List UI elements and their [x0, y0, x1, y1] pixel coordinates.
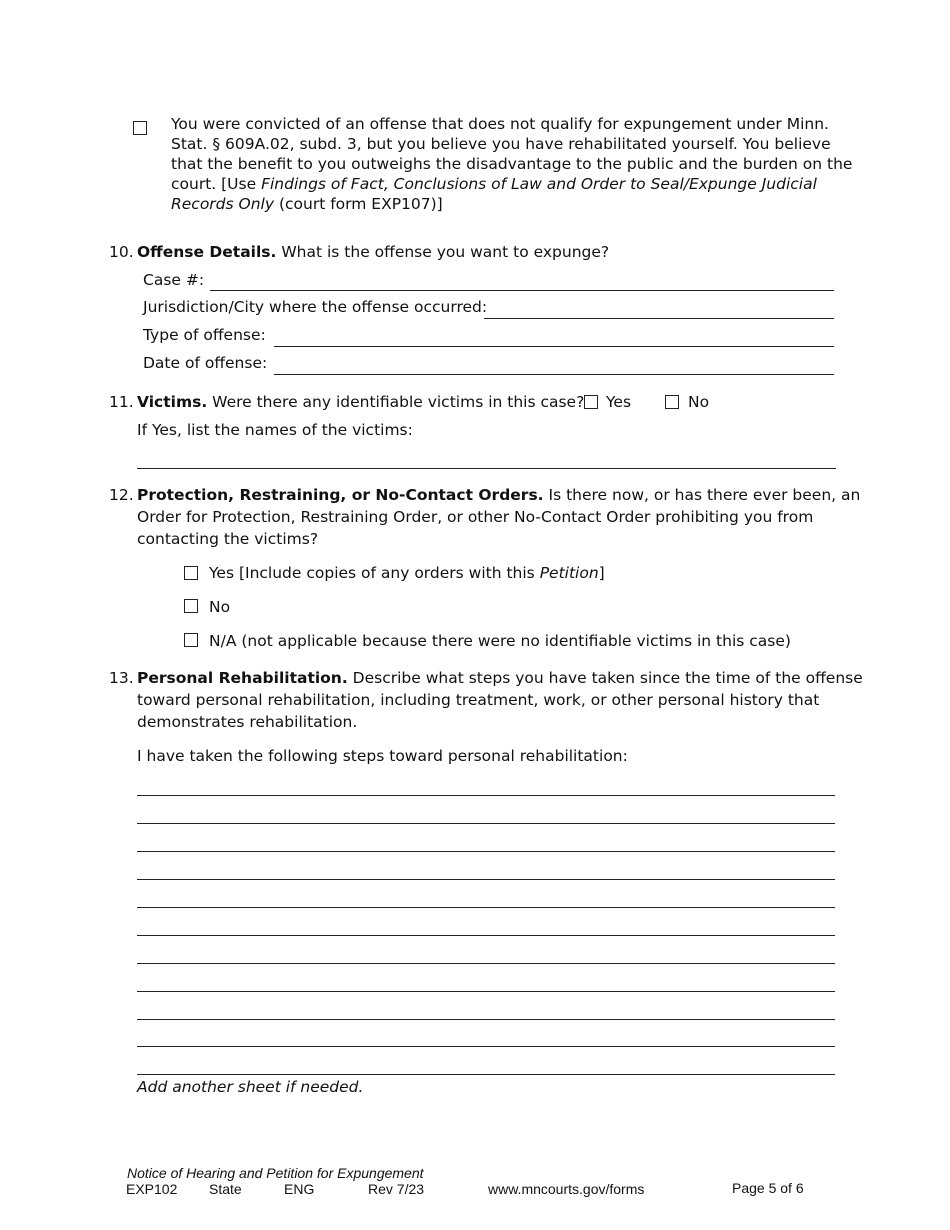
q10-number: 10. [109, 243, 134, 261]
orders-no-label: No [209, 598, 231, 616]
q11-heading: Victims. Were there any identifiable victims in this case? [137, 393, 585, 411]
rehabilitation-line-7[interactable] [137, 963, 835, 964]
case-number-field[interactable] [210, 290, 834, 291]
footer-form-title: Notice of Hearing and Petition for Expungement [127, 1165, 424, 1181]
rehabilitation-line-11[interactable] [137, 1074, 835, 1075]
victims-no-label: No [688, 393, 710, 411]
additional-sheet-note: Add another sheet if needed. [137, 1078, 364, 1096]
option-checkbox[interactable] [133, 121, 147, 135]
footer-revision: Rev 7/23 [368, 1181, 425, 1197]
q11-number: 11. [109, 393, 134, 411]
option-text-line-5: Records Only (court form EXP107)] [171, 195, 443, 213]
orders-yes-checkbox[interactable] [184, 566, 198, 580]
offense-date-field[interactable] [274, 374, 834, 375]
q13-text-line-2: toward personal rehabilitation, including treatment, work, or other personal history that [137, 691, 820, 709]
q13-heading: Personal Rehabilitation. Describe what steps you have taken since the time of the offense [137, 669, 863, 687]
orders-na-checkbox[interactable] [184, 633, 198, 647]
orders-yes-label: Yes [Include copies of any orders with this Petition] [209, 564, 605, 582]
q12-number: 12. [109, 486, 134, 504]
rehabilitation-line-3[interactable] [137, 851, 835, 852]
q13-number: 13. [109, 669, 134, 687]
option-text-line-3: that the benefit to you outweighs the disadvantage to the public and the burden on the [171, 155, 853, 173]
case-number-label: Case #: [143, 271, 205, 289]
offense-type-field[interactable] [274, 346, 834, 347]
rehabilitation-line-1[interactable] [137, 795, 835, 796]
rehabilitation-line-8[interactable] [137, 991, 835, 992]
victims-names-field[interactable] [137, 468, 836, 469]
rehabilitation-line-2[interactable] [137, 823, 835, 824]
victims-yes-label: Yes [606, 393, 632, 411]
footer-language: ENG [284, 1181, 315, 1197]
footer-page-number: Page 5 of 6 [732, 1180, 804, 1196]
option-text-line-2: Stat. § 609A.02, subd. 3, but you believe you have rehabilitated yourself. You believe [171, 135, 831, 153]
orders-na-label: N/A (not applicable because there were no identifiable victims in this case) [209, 632, 791, 650]
q12-heading: Protection, Restraining, or No-Contact Orders. Is there now, or has there ever been, an [137, 486, 861, 504]
orders-no-checkbox[interactable] [184, 599, 198, 613]
option-text-line-4: court. [Use Findings of Fact, Conclusions of Law and Order to Seal/Expunge Judicial [171, 175, 817, 193]
footer-scope: State [209, 1181, 242, 1197]
q13-text-line-3: demonstrates rehabilitation. [137, 713, 358, 731]
rehabilitation-line-5[interactable] [137, 907, 835, 908]
rehabilitation-line-9[interactable] [137, 1019, 835, 1020]
offense-date-label: Date of offense: [143, 354, 268, 372]
victims-yes-checkbox[interactable] [584, 395, 598, 409]
footer-url: www.mncourts.gov/forms [488, 1181, 645, 1197]
jurisdiction-label: Jurisdiction/City where the offense occurred: [143, 298, 488, 316]
q12-text-line-3: contacting the victims? [137, 530, 319, 548]
rehabilitation-line-4[interactable] [137, 879, 835, 880]
q12-text-line-2: Order for Protection, Restraining Order, or other No-Contact Order prohibiting you from [137, 508, 814, 526]
q10-heading: Offense Details. What is the offense you want to expunge? [137, 243, 610, 261]
rehabilitation-prompt: I have taken the following steps toward personal rehabilitation: [137, 747, 628, 765]
jurisdiction-field[interactable] [484, 318, 834, 319]
victims-names-prompt: If Yes, list the names of the victims: [137, 421, 413, 439]
rehabilitation-line-6[interactable] [137, 935, 835, 936]
offense-type-label: Type of offense: [143, 326, 266, 344]
footer-form-code: EXP102 [126, 1181, 178, 1197]
rehabilitation-line-10[interactable] [137, 1046, 835, 1047]
option-text-line-1: You were convicted of an offense that does not qualify for expungement under Minn. [171, 115, 829, 133]
victims-no-checkbox[interactable] [665, 395, 679, 409]
